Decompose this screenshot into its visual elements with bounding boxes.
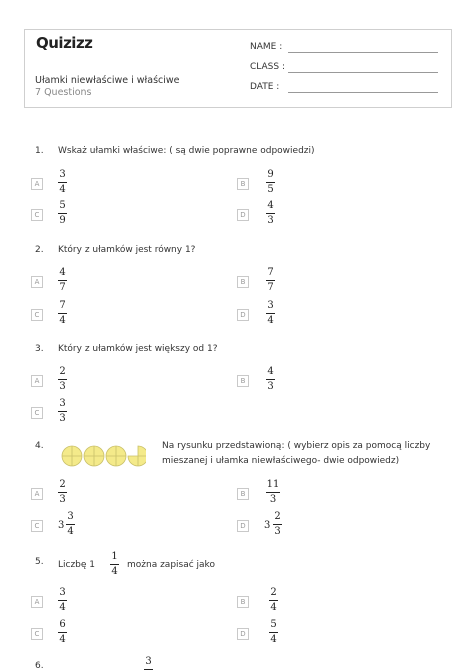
question-number: 6.	[35, 661, 44, 670]
numerator: 2	[59, 479, 66, 490]
denominator: 9	[59, 215, 66, 226]
fraction-bar	[58, 213, 67, 214]
fraction-bar	[58, 492, 67, 493]
option-letter-box[interactable]: A	[31, 276, 43, 288]
denominator: 4	[111, 566, 118, 577]
denominator: 3	[269, 494, 277, 505]
question-text: Wskaż ułamki właściwe: ( są dwie poprawne odpowiedzi)	[58, 146, 315, 156]
denominator: 3	[59, 381, 66, 392]
numerator: 6	[59, 619, 66, 630]
denominator: 3	[59, 494, 66, 505]
option-letter-box[interactable]: A	[31, 178, 43, 190]
fraction	[58, 480, 67, 505]
whole-number: 3	[264, 520, 271, 531]
pie-fractions-image	[60, 443, 146, 469]
question-text: Który z ułamków jest większy od 1?	[58, 344, 218, 354]
fraction	[58, 268, 67, 293]
fraction-bar	[66, 524, 75, 525]
numerator: 3	[267, 300, 274, 311]
fraction-bar	[269, 632, 278, 633]
fraction	[269, 620, 278, 645]
option-letter-box[interactable]: C	[31, 407, 43, 419]
denominator: 4	[59, 634, 66, 645]
denominator: 4	[59, 315, 66, 326]
class-line[interactable]	[288, 72, 438, 73]
numerator: 3	[59, 398, 66, 409]
question-number: 3.	[35, 344, 44, 354]
option-letter-box[interactable]: A	[31, 375, 43, 387]
denominator: 4	[59, 602, 66, 613]
numerator: 4	[59, 267, 66, 278]
option-letter-box[interactable]: B	[237, 596, 249, 608]
fraction-bar	[273, 524, 282, 525]
fraction	[266, 301, 275, 326]
numerator: 11	[266, 479, 280, 490]
numerator: 2	[270, 587, 277, 598]
option-letter-box[interactable]: D	[237, 628, 249, 640]
question-number: 2.	[35, 245, 44, 255]
numerator: 3	[59, 587, 66, 598]
option-letter-box[interactable]: A	[31, 488, 43, 500]
fraction	[58, 201, 67, 226]
date-line[interactable]	[288, 92, 438, 93]
numerator: 7	[59, 300, 66, 311]
denominator: 4	[59, 184, 66, 195]
option-letter-box[interactable]: D	[237, 309, 249, 321]
fraction-partial	[144, 657, 153, 670]
numerator: 4	[267, 200, 274, 211]
option-letter-box[interactable]: D	[237, 520, 249, 532]
fraction	[58, 399, 67, 424]
fraction	[266, 268, 275, 293]
quizizz-logo: Quizizz	[36, 34, 93, 52]
fraction-bar	[58, 379, 67, 380]
fraction	[266, 480, 280, 505]
numerator: 9	[267, 169, 274, 180]
fraction-bar	[269, 600, 278, 601]
date-label: DATE :	[250, 82, 280, 92]
denominator: 4	[270, 634, 277, 645]
numerator: 4	[267, 366, 274, 377]
fraction-bar	[266, 280, 275, 281]
fraction-bar	[58, 411, 67, 412]
denominator: 4	[67, 526, 74, 537]
denominator: 3	[274, 526, 281, 537]
fraction	[273, 512, 282, 537]
name-label: NAME :	[250, 42, 283, 52]
denominator: 4	[270, 602, 277, 613]
fraction-bar	[266, 182, 275, 183]
fraction	[266, 201, 275, 226]
question-text-after: można zapisać jako	[127, 560, 215, 570]
option-letter-box[interactable]: B	[237, 488, 249, 500]
option-letter-box[interactable]: C	[31, 209, 43, 221]
question-text-line2: mieszanej i ułamka niewłaściwego- dwie odpowiedz)	[162, 456, 400, 466]
denominator: 7	[267, 282, 274, 293]
numerator: 5	[59, 200, 66, 211]
option-letter-box[interactable]: B	[237, 276, 249, 288]
fraction-bar	[110, 564, 119, 565]
numerator: 2	[59, 366, 66, 377]
option-letter-box[interactable]: D	[237, 209, 249, 221]
denominator: 4	[267, 315, 274, 326]
fraction	[110, 552, 119, 577]
fraction	[58, 170, 67, 195]
question-text: Który z ułamków jest równy 1?	[58, 245, 196, 255]
fraction-bar	[266, 213, 275, 214]
fraction-bar	[58, 600, 67, 601]
fraction	[269, 588, 278, 613]
numerator: 3	[67, 511, 74, 522]
fraction-bar	[58, 280, 67, 281]
option-letter-box[interactable]: C	[31, 520, 43, 532]
fraction	[58, 301, 67, 326]
question-number: 1.	[35, 146, 44, 156]
option-letter-box[interactable]: C	[31, 309, 43, 321]
name-line[interactable]	[288, 52, 438, 53]
denominator: 7	[59, 282, 66, 293]
numerator: 7	[267, 267, 274, 278]
denominator: 5	[267, 184, 274, 195]
fraction-bar	[58, 632, 67, 633]
denominator: 3	[59, 413, 66, 424]
question-text-before: Liczbę 1	[58, 560, 96, 570]
numerator: 1	[111, 551, 118, 562]
denominator: 3	[267, 215, 274, 226]
fraction	[58, 367, 67, 392]
fraction	[266, 367, 275, 392]
worksheet-title: Ułamki niewłaściwe i właściwe	[35, 75, 180, 86]
fraction-bar	[266, 492, 280, 493]
denominator: 3	[267, 381, 274, 392]
question-number: 5.	[35, 557, 44, 567]
question-count: 7 Questions	[35, 87, 92, 98]
numerator: 3	[145, 656, 152, 667]
option-letter-box[interactable]: B	[237, 375, 249, 387]
option-letter-box[interactable]: C	[31, 628, 43, 640]
numerator: 5	[270, 619, 277, 630]
fraction	[266, 170, 275, 195]
numerator: 2	[274, 511, 281, 522]
fraction	[58, 620, 67, 645]
question-text-line1: Na rysunku przedstawioną: ( wybierz opis za pomocą liczby	[162, 441, 431, 451]
option-letter-box[interactable]: A	[31, 596, 43, 608]
fraction-bar	[58, 313, 67, 314]
whole-number: 3	[58, 520, 65, 531]
fraction	[58, 588, 67, 613]
numerator: 3	[59, 169, 66, 180]
fraction	[66, 512, 75, 537]
option-letter-box[interactable]: B	[237, 178, 249, 190]
fraction-bar	[58, 182, 67, 183]
class-label: CLASS :	[250, 62, 285, 72]
fraction-bar	[266, 313, 275, 314]
fraction-bar	[266, 379, 275, 380]
question-number: 4.	[35, 441, 44, 451]
